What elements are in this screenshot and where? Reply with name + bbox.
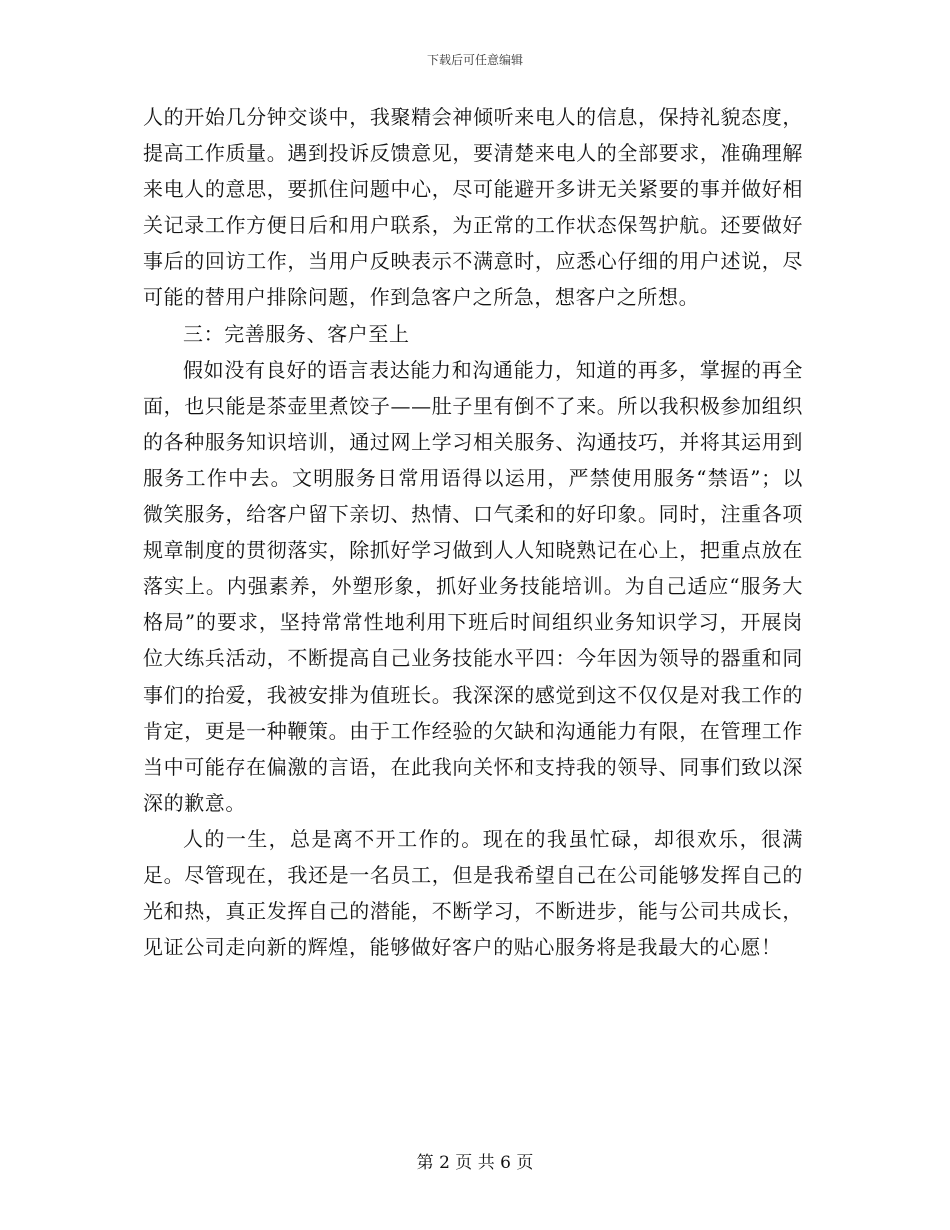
page-number: 第 2 页 共 6 页: [416, 1153, 534, 1173]
paragraph-conclusion: 人的一生，总是离不开工作的。现在的我虽忙碌，却很欢乐，很满足。尽管现在，我还是一名员工，但是我希望自己在公司能够发挥自己的光和热，真正发挥自己的潜能，不断学习，不断进步，能与公司共成长，见证公司走向新的辉煌，能够做好客户的贴心服务将是我最大的心愿！: [143, 826, 803, 960]
page-header-note: 下载后可任意编辑: [426, 53, 523, 67]
paragraph-service: 假如没有良好的语言表达能力和沟通能力，知道的再多，掌握的再全面，也只能是茶壶里煮饺子——肚子里有倒不了来。所以我积极参加组织的各种服务知识培训，通过网上学习相关服务、沟通技巧，并将其运用到服务工作中去。文明服务日常用语得以运用，严禁使用服务“禁语”；以微笑服务，给客户留下亲切、热情、口气柔和的好印象。同时，注重各项规章制度的贯彻落实，除抓好学习做到人人知晓熟记在心上，把重点放在落实上。内强素养，外塑形象，抓好业务技能培训。为自己适应“服务大格局”的要求，坚持常常性地利用下班后时间组织业务知识学习，开展岗位大练兵活动，不断提高自己业务技能水平四：今年因为领导的器重和同事们的抬爱，我被安排为值班长。我深深的感觉到这不仅仅是对我工作的肯定，更是一种鞭策。由于工作经验的欠缺和沟通能力有限，在管理工作当中可能存在偏激的言语，在此我向关怀和支持我的领导、同事们致以深深的歉意。: [143, 357, 803, 815]
document-body: [143, 99, 803, 965]
section-heading: 三：完善服务、客户至上: [183, 321, 410, 346]
paragraph-continuation: 人的开始几分钟交谈中，我聚精会神倾听来电人的信息，保持礼貌态度，提高工作质量。遇到投诉反馈意见，要清楚来电人的全部要求，准确理解来电人的意思，要抓住问题中心，尽可能避开多讲无关紧要的事并做好相关记录工作方便日后和用户联系，为正常的工作状态保驾护航。还要做好事后的回访工作，当用户反映表示不满意时，应悉心仔细的用户述说，尽可能的替用户排除问题，作到急客户之所急，想客户之所想。: [143, 105, 803, 310]
